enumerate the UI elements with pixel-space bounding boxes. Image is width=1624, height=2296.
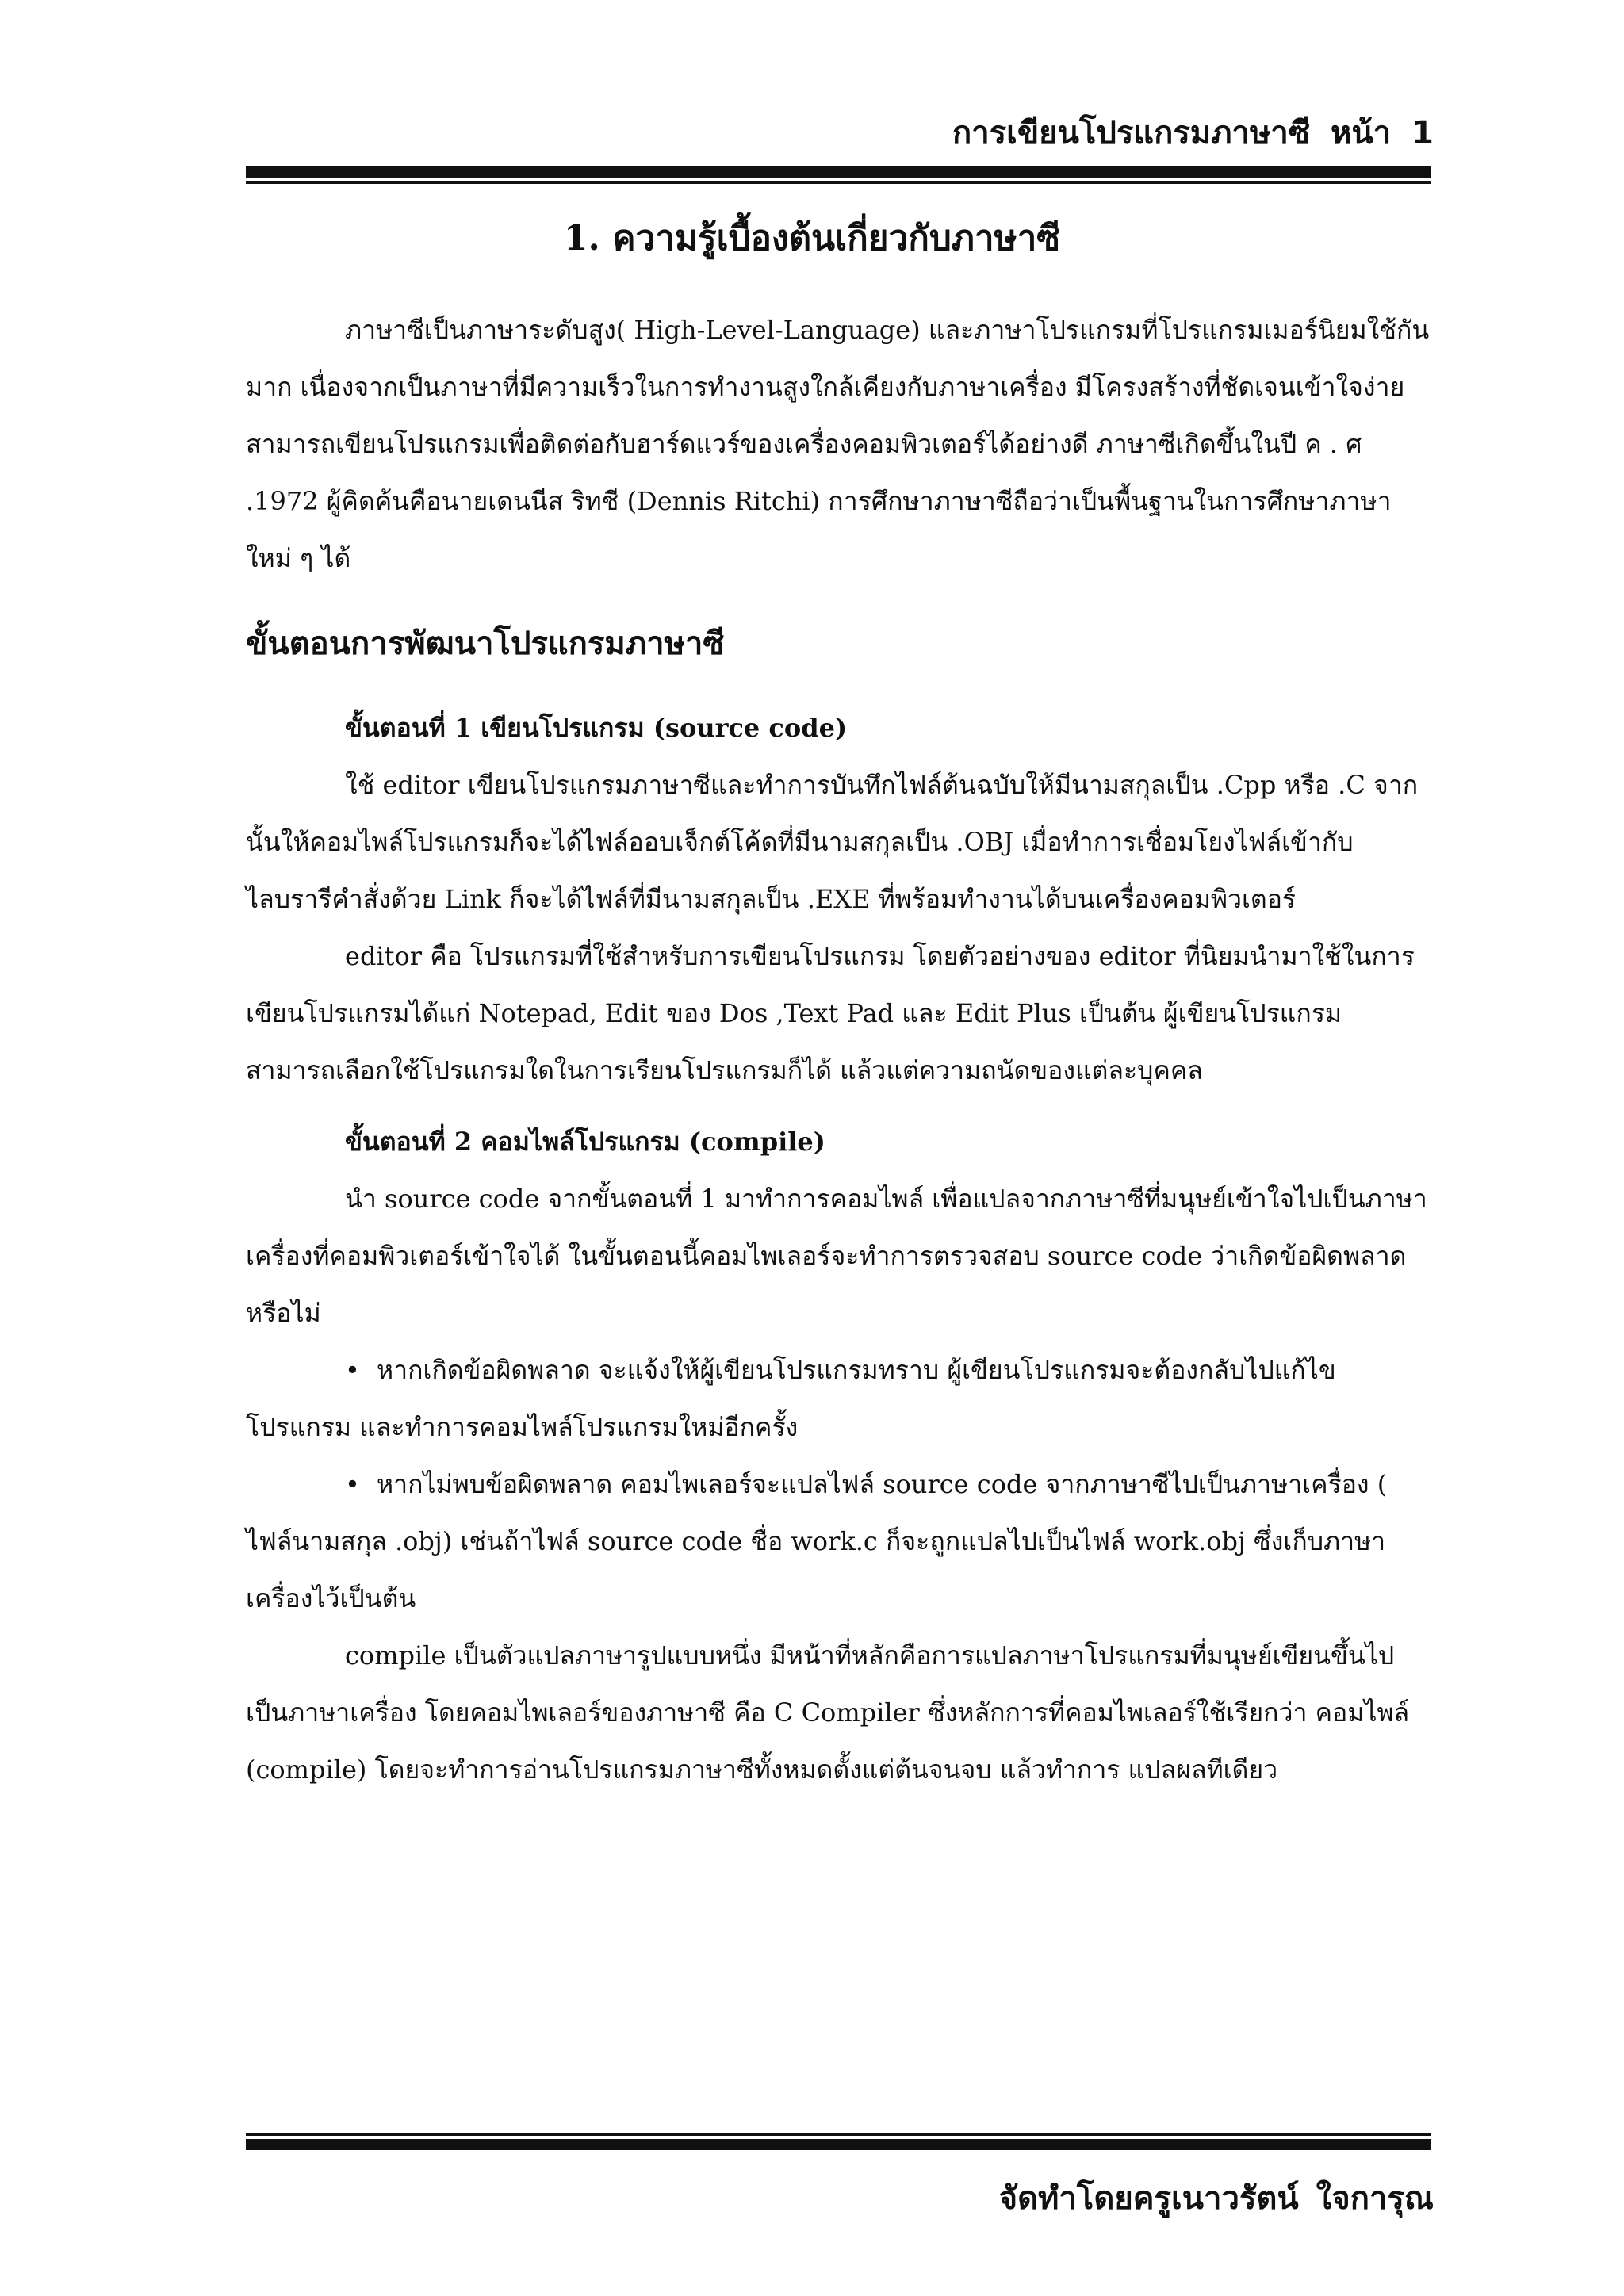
footer-author: จัดทำโดยครูเนาวรัตน์ — [998, 2180, 1299, 2217]
header-rule — [246, 166, 1431, 184]
bullet-text: หากเกิดข้อผิดพลาด จะแจ้งให้ผู้เขียนโปรแกรมทราบ ผู้เขียนโปรแกรมจะต้องกลับไปแก้ไขโปรแกรม และทำการคอมไพล์โปรแกรมใหม่อีกครั้ง — [246, 1355, 1336, 1442]
bullet-icon: • — [345, 1469, 360, 1499]
step1-paragraph: ใช้ editor เขียนโปรแกรมภาษาซีและทำการบันทึกไฟล์ต้นฉบับให้มีนามสกุลเป็น .Cpp หรือ .C จากนั้นให้คอมไพล์โปรแกรมก็จะได้ไฟล์ออบเจ็กต์โค้ดที่มีนามสกุลเป็น .OBJ เมื่อทำการเชื่อมโยงไฟล์เข้ากับไลบรารีคำสั่งด้วย Link ก็จะได้ไฟล์ที่มีนามสกุลเป็น .EXE ที่พร้อมทำงานได้บนเครื่องคอมพิวเตอร์ — [246, 770, 1419, 914]
bullet-icon: • — [345, 1355, 360, 1385]
header-page-label: หน้า — [1330, 115, 1392, 151]
running-header — [952, 107, 1434, 158]
bullet-item — [246, 1456, 1431, 1627]
step2-heading: ขั้นตอนที่ 2 คอมไพล์โปรแกรม (compile) — [345, 1127, 825, 1157]
section-heading: ขั้นตอนการพัฒนาโปรแกรมภาษาซี — [246, 625, 725, 662]
bullet-text: หากไม่พบข้อผิดพลาด คอมไพเลอร์จะแปลไฟล์ source code จากภาษาซีไปเป็นภาษาเครื่อง ( ไฟล์นามสกุล .obj) เช่นถ้าไฟล์ source code ชื่อ work.c ก็จะถูกแปลไปเป็นไฟล์ work.obj ซึ่งเก็บภาษาเครื่องไว้เป็นต้น — [246, 1469, 1388, 1613]
bullet-item — [246, 1341, 1431, 1456]
footer-rule — [246, 2133, 1431, 2150]
header-page-number: 1 — [1411, 115, 1434, 151]
step1-heading: ขั้นตอนที่ 1 เขียนโปรแกรม (source code) — [345, 713, 848, 743]
footer-author-surname: ใจการุณ — [1316, 2180, 1434, 2217]
step1-editor-paragraph: editor คือ โปรแกรมที่ใช้สำหรับการเขียนโปรแกรม โดยตัวอย่างของ editor ที่นิยมนำมาใช้ในการเขียนโปรแกรมได้แก่ Notepad, Edit ของ Dos ,Text Pad และ Edit Plus เป็นต้น ผู้เขียนโปรแกรมสามารถเลือกใช้โปรแกรมใดในการเรียนโปรแกรมก็ได้ แล้วแต่ความถนัดของแต่ละบุคคล — [246, 941, 1415, 1085]
body-content — [246, 301, 1431, 1798]
step2-intro-paragraph: นำ source code จากขั้นตอนที่ 1 มาทำการคอมไพล์ เพื่อแปลจากภาษาซีที่มนุษย์เข้าใจไปเป็นภาษาเครื่องที่คอมพิวเตอร์เข้าใจได้ ในขั้นตอนนี้คอมไพเลอร์จะทำการตรวจสอบ source code ว่าเกิดข้อผิดพลาดหรือไม่ — [246, 1184, 1427, 1328]
header-title: การเขียนโปรแกรมภาษาซี — [952, 115, 1310, 151]
running-footer — [999, 2172, 1434, 2223]
intro-paragraph: ภาษาซีเป็นภาษาระดับสูง( High-Level-Language) และภาษาโปรแกรมที่โปรแกรมเมอร์นิยมใช้กันมาก เนื่องจากเป็นภาษาที่มีความเร็วในการทำงานสูงใกล้เคียงกับภาษาเครื่อง มีโครงสร้างที่ชัดเจนเข้าใจง่าย สามารถเขียนโปรแกรมเพื่อติดต่อกับฮาร์ดแวร์ของเครื่องคอมพิวเตอร์ได้อย่างดี ภาษาซีเกิดขึ้นในปี ค . ศ .1972 ผู้คิดค้นคือนายเดนนีส ริทชี (Dennis Ritchi) การศึกษาภาษาซีถือว่าเป็นพื้นฐานในการศึกษาภาษาใหม่ ๆ ได้ — [246, 315, 1430, 573]
step2-closing-paragraph: compile เป็นตัวแปลภาษารูปแบบหนึ่ง มีหน้าที่หลักคือการแปลภาษาโปรแกรมที่มนุษย์เขียนขึ้นไปเป็นภาษาเครื่อง โดยคอมไพเลอร์ของภาษาซี คือ C Compiler ซึ่งหลักการที่คอมไพเลอร์ใช้เรียกว่า คอมไพล์ (compile) โดยจะทำการอ่านโปรแกรมภาษาซีทั้งหมดตั้งแต่ต้นจนจบ แล้วทำการ แปลผลทีเดียว — [246, 1640, 1410, 1785]
chapter-title: 1. ความรู้เบื้องต้นเกี่ยวกับภาษาซี — [563, 218, 1061, 258]
